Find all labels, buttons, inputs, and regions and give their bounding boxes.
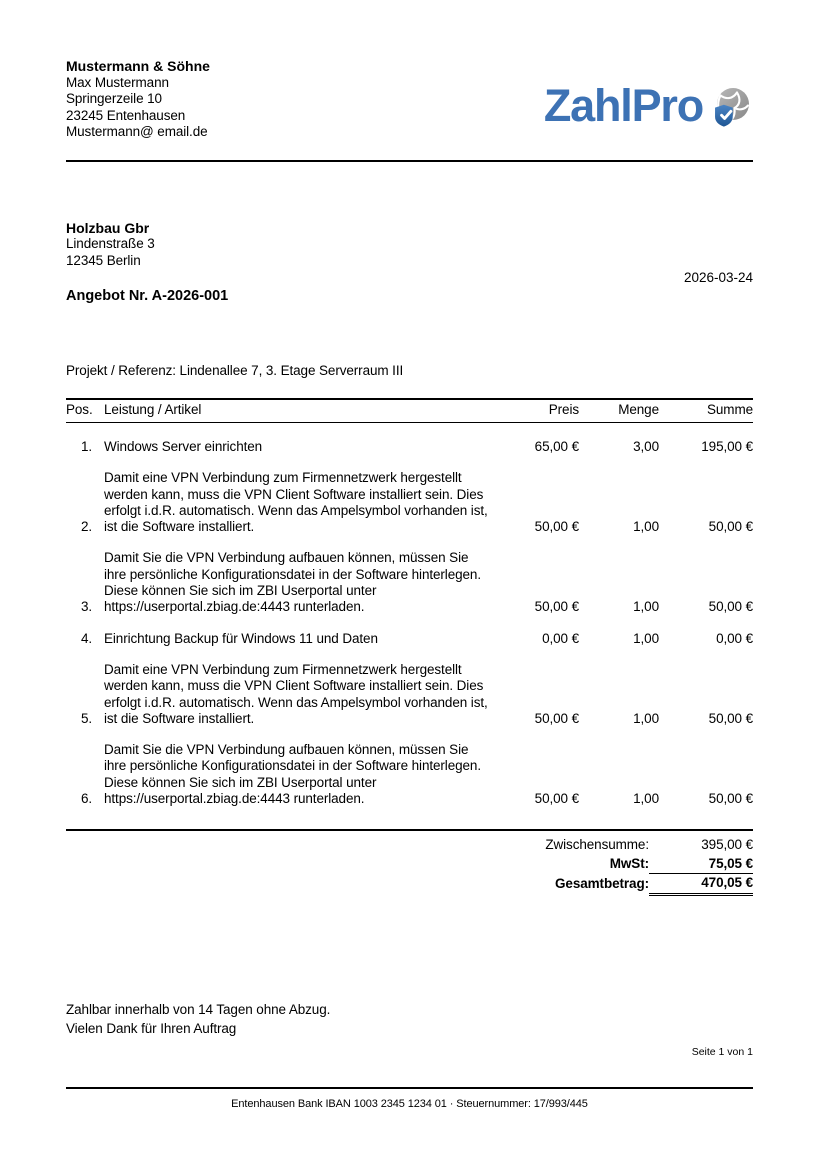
row-position: 1. [81, 439, 93, 454]
company-logo [544, 80, 753, 130]
sender-street: Springerzeile 10 [66, 91, 162, 107]
table-row [66, 455, 753, 535]
row-sum: 195,00 € [701, 439, 753, 454]
row-price: 50,00 € [534, 599, 579, 615]
row-position: 2. [81, 519, 93, 535]
sender-address-block [66, 58, 210, 140]
header-divider [66, 160, 753, 162]
row-quantity: 1,00 [633, 630, 659, 646]
recipient-city: 12345 Berlin [66, 252, 141, 268]
table-row [66, 647, 753, 727]
totals-divider [66, 829, 753, 831]
grand-total-label: Gesamtbetrag: [555, 875, 649, 891]
vat-value: 75,05 € [649, 855, 753, 874]
row-quantity: 1,00 [633, 710, 659, 726]
subtotal-label: Zwischensumme: [545, 837, 649, 852]
subtotal-value: 395,00 € [701, 837, 753, 852]
row-sum: 50,00 € [708, 599, 753, 615]
column-header-pos: Pos. [66, 399, 104, 423]
row-price: 0,00 € [542, 630, 579, 646]
row-quantity: 1,00 [633, 599, 659, 615]
row-quantity: 1,00 [633, 519, 659, 535]
row-quantity: 1,00 [633, 791, 659, 807]
grand-total-row [423, 874, 753, 895]
table-row [66, 616, 753, 647]
row-price: 65,00 € [534, 439, 579, 454]
row-position: 5. [81, 710, 93, 726]
row-position: 6. [81, 791, 93, 807]
subtotal-row [423, 836, 753, 855]
row-description: Windows Server einrichten [104, 439, 263, 454]
row-description: Einrichtung Backup für Windows 11 und Daten [104, 630, 378, 646]
line-items-table [66, 398, 753, 807]
document-title: Angebot Nr. A-2026-001 [66, 288, 229, 304]
letterhead [66, 58, 753, 140]
table-header-row [66, 399, 753, 423]
row-price: 50,00 € [534, 519, 579, 535]
row-position: 4. [81, 630, 93, 646]
payment-terms-line: Zahlbar innerhalb von 14 Tagen ohne Abzug. [66, 1002, 331, 1017]
row-sum: 50,00 € [708, 791, 753, 807]
row-description: Damit Sie die VPN Verbindung aufbauen können, müssen Sie ihre persönliche Konfigurationsdatei in der Software hinterlegen. Diese können Sie sich im ZBI Userportal unter https://userportal.zbiag.de:4443 runterladen. [104, 550, 481, 615]
sender-email: Mustermann@ email.de [66, 123, 208, 139]
document-date: 2026-03-24 [683, 270, 753, 285]
column-header-quantity: Menge [579, 399, 659, 423]
row-price: 50,00 € [534, 791, 579, 807]
page-content [66, 0, 753, 1169]
column-header-description: Leistung / Artikel [104, 399, 489, 423]
footer-divider [66, 1087, 753, 1089]
row-sum: 0,00 € [716, 630, 753, 646]
sender-city: 23245 Entenhausen [66, 107, 186, 123]
recipient-street: Lindenstraße 3 [66, 236, 155, 252]
row-sum: 50,00 € [708, 519, 753, 535]
totals-block [423, 836, 753, 896]
row-sum: 50,00 € [708, 710, 753, 726]
thank-you-line: Vielen Dank für Ihren Auftrag [66, 1021, 237, 1036]
grand-total-value: 470,05 € [649, 874, 753, 895]
row-description: Damit eine VPN Verbindung zum Firmennetzwerk hergestellt werden kann, muss die VPN Client Software installiert sein. Dies erfolgt i.d.R. automatisch. Wenn das Ampelsymbol vorhanden ist, ist die Software installiert. [104, 470, 488, 535]
row-description: Damit eine VPN Verbindung zum Firmennetzwerk hergestellt werden kann, muss die VPN Client Software installiert sein. Dies erfolgt i.d.R. automatisch. Wenn das Ampelsymbol vorhanden ist, ist die Software installiert. [104, 661, 488, 726]
row-price: 50,00 € [534, 710, 579, 726]
vat-label: MwSt: [609, 855, 649, 871]
sender-company-name: Mustermann & Söhne [66, 58, 210, 74]
column-header-sum: Summe [659, 399, 753, 423]
table-row [66, 727, 753, 807]
sender-contact-name: Max Mustermann [66, 75, 169, 91]
page-indicator: Seite 1 von 1 [691, 1046, 753, 1058]
vat-row [423, 855, 753, 874]
globe-shield-check-icon [707, 84, 753, 130]
row-position: 3. [81, 599, 93, 615]
logo-wordmark: ZahlPro [543, 79, 703, 131]
row-quantity: 3,00 [633, 439, 659, 454]
recipient-address-block [66, 220, 155, 269]
payment-notes [66, 1000, 330, 1038]
table-row [66, 423, 753, 456]
recipient-name: Holzbau Gbr [66, 220, 150, 236]
footer-bank-info: Entenhausen Bank IBAN 1003 2345 1234 01 · Steuernummer: 17/993/445 [231, 1098, 588, 1110]
column-header-price: Preis [489, 399, 579, 423]
row-description: Damit Sie die VPN Verbindung aufbauen können, müssen Sie ihre persönliche Konfigurationsdatei in der Software hinterlegen. Diese können Sie sich im ZBI Userportal unter https://userportal.zbiag.de:4443 runterladen. [104, 742, 481, 807]
project-reference: Projekt / Referenz: Lindenallee 7, 3. Etage Serverraum III [66, 363, 404, 378]
table-row [66, 535, 753, 615]
